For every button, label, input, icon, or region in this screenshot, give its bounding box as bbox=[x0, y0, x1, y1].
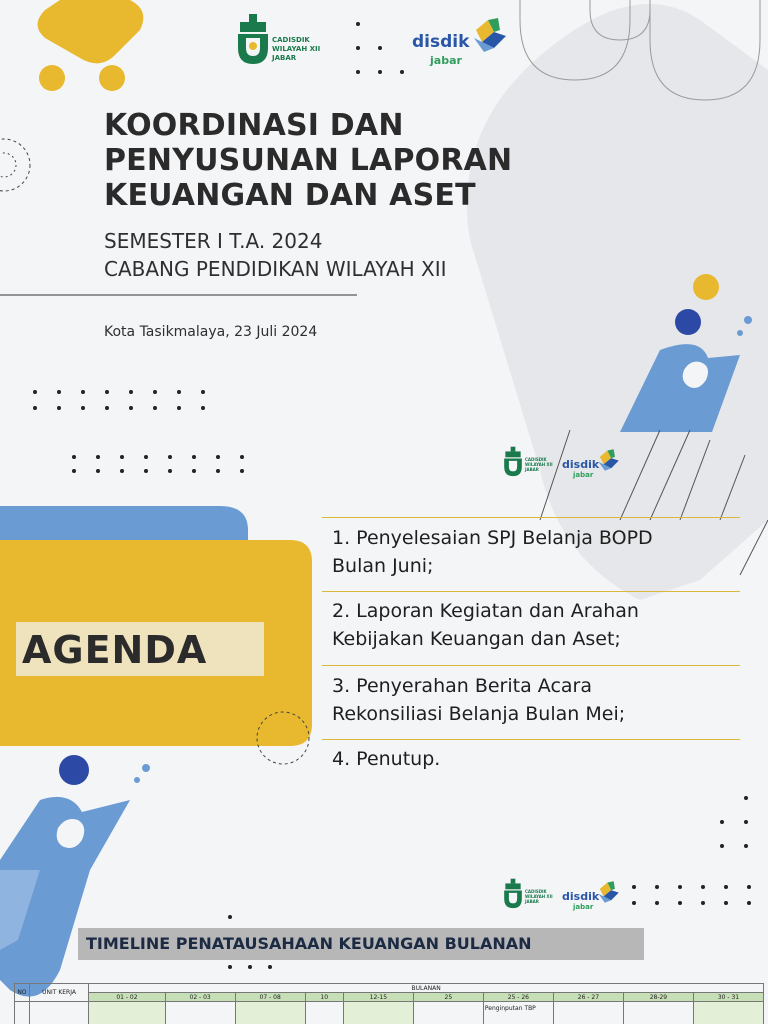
table-cell bbox=[29, 1002, 88, 1024]
cadisdik-emblem-icon bbox=[503, 446, 523, 478]
period-header: 28-29 bbox=[623, 993, 693, 1002]
disdik-book-icon bbox=[470, 16, 508, 54]
agenda-item bbox=[322, 524, 740, 580]
table-cell bbox=[483, 1002, 553, 1024]
table-cell bbox=[343, 1002, 413, 1024]
agenda-item-1-line1: 1. Penyelesaian SPJ Belanja BOPD bbox=[332, 527, 653, 549]
subtitle-line-2: CABANG PENDIDIKAN WILAYAH XII bbox=[104, 257, 447, 281]
timeline-title-bar bbox=[78, 928, 644, 960]
disdik-jabar-logo bbox=[412, 16, 508, 68]
disdik-book-icon bbox=[596, 880, 620, 904]
table-cell bbox=[413, 1002, 483, 1024]
table-cell bbox=[623, 1002, 693, 1024]
row1-note: Penginputan TBP bbox=[484, 1005, 536, 1012]
agenda-item-2-line1: 2. Laporan Kegiatan dan Arahan bbox=[332, 600, 639, 622]
cadisdik-emblem-icon bbox=[236, 14, 270, 66]
disdik-bottom-sub: jabar bbox=[573, 903, 594, 911]
table-cell bbox=[89, 1002, 165, 1024]
agenda-item bbox=[322, 672, 740, 728]
dot-grid-mid bbox=[72, 455, 264, 483]
timeline-title: TIMELINE PENATAUSAHAAN KEUANGAN BULANAN bbox=[86, 934, 532, 953]
timeline-table bbox=[14, 983, 764, 1024]
agenda-divider bbox=[322, 517, 740, 518]
period-header: 01 - 02 bbox=[89, 993, 165, 1002]
period-header: 12-15 bbox=[343, 993, 413, 1002]
cadisdik-small-line1: CADISDIK bbox=[525, 457, 547, 462]
cadisdik-small-line3: JABAR bbox=[525, 467, 539, 472]
cadisdik-logo-bottom bbox=[503, 878, 563, 910]
disdik-jabar-logo-small bbox=[562, 448, 622, 480]
agenda-item bbox=[322, 597, 740, 653]
subtitle-line-1: SEMESTER I T.A. 2024 bbox=[104, 229, 323, 253]
table-cell bbox=[553, 1002, 623, 1024]
disdik-word: disdik bbox=[412, 32, 470, 52]
agenda-label-box bbox=[16, 622, 264, 676]
agenda-divider bbox=[322, 665, 740, 666]
dot-grid-left bbox=[33, 390, 225, 422]
disdik-book-icon bbox=[596, 448, 620, 472]
col-bulanan-header: BULANAN bbox=[89, 984, 764, 993]
cadisdik-line1: CADISDIK bbox=[272, 36, 310, 44]
agenda-divider bbox=[322, 739, 740, 740]
disdik-bottom-word: disdik bbox=[562, 890, 600, 903]
table-cell bbox=[235, 1002, 305, 1024]
agenda-item-3-line1: 3. Penyerahan Berita Acara bbox=[332, 675, 592, 697]
event-date: Kota Tasikmalaya, 23 Juli 2024 bbox=[104, 324, 318, 340]
disdik-small-sub: jabar bbox=[573, 471, 594, 479]
period-header: 10 bbox=[305, 993, 343, 1002]
cadisdik-small-line2: WILAYAH XII bbox=[525, 462, 553, 467]
cadisdik-line2: WILAYAH XII bbox=[272, 45, 321, 53]
disdik-sub: jabar bbox=[430, 54, 462, 67]
table-cell bbox=[165, 1002, 235, 1024]
col-unit-header: UNIT KERJA bbox=[29, 984, 88, 1002]
agenda-label: AGENDA bbox=[22, 628, 208, 672]
cadisdik-bottom-line3: JABAR bbox=[525, 899, 539, 904]
table-cell bbox=[693, 1002, 763, 1024]
period-header: 07 - 08 bbox=[235, 993, 305, 1002]
dot-grid-right bbox=[720, 796, 768, 868]
table-cell bbox=[15, 1002, 30, 1024]
agenda-item-1-line2: Bulan Juni; bbox=[332, 555, 434, 577]
title-line-2: PENYUSUNAN LAPORAN bbox=[104, 143, 513, 178]
col-no-header: NO bbox=[15, 984, 30, 1002]
period-header: 25 bbox=[413, 993, 483, 1002]
disdik-small-word: disdik bbox=[562, 458, 600, 471]
agenda-item-4-line1: 4. Penutup. bbox=[332, 748, 441, 770]
period-header: 02 - 03 bbox=[165, 993, 235, 1002]
period-header: 25 - 26 bbox=[483, 993, 553, 1002]
disdik-jabar-logo-bottom bbox=[562, 880, 622, 912]
period-header: 26 - 27 bbox=[553, 993, 623, 1002]
title-line-1: KOORDINASI DAN bbox=[104, 108, 404, 143]
period-header: 30 - 31 bbox=[693, 993, 763, 1002]
cadisdik-emblem-icon bbox=[503, 878, 523, 910]
agenda-item bbox=[322, 745, 740, 773]
cadisdik-bottom-line2: WILAYAH XII bbox=[525, 894, 553, 899]
agenda-divider bbox=[322, 591, 740, 592]
table-row bbox=[15, 1002, 764, 1024]
dot-grid-bottom-right bbox=[632, 885, 768, 917]
page-title bbox=[104, 108, 564, 213]
agenda-item-2-line2: Kebijakan Keuangan dan Aset; bbox=[332, 628, 621, 650]
cadisdik-logo bbox=[236, 14, 336, 66]
agenda-item-3-line2: Rekonsiliasi Belanja Bulan Mei; bbox=[332, 703, 626, 725]
cadisdik-line3: JABAR bbox=[272, 54, 297, 62]
table-cell bbox=[305, 1002, 343, 1024]
table-row bbox=[15, 984, 764, 993]
cadisdik-logo-small bbox=[503, 446, 563, 478]
cadisdik-bottom-line1: CADISDIK bbox=[525, 889, 547, 894]
table-row bbox=[15, 993, 764, 1002]
title-line-3: KEUANGAN DAN ASET bbox=[104, 178, 476, 213]
